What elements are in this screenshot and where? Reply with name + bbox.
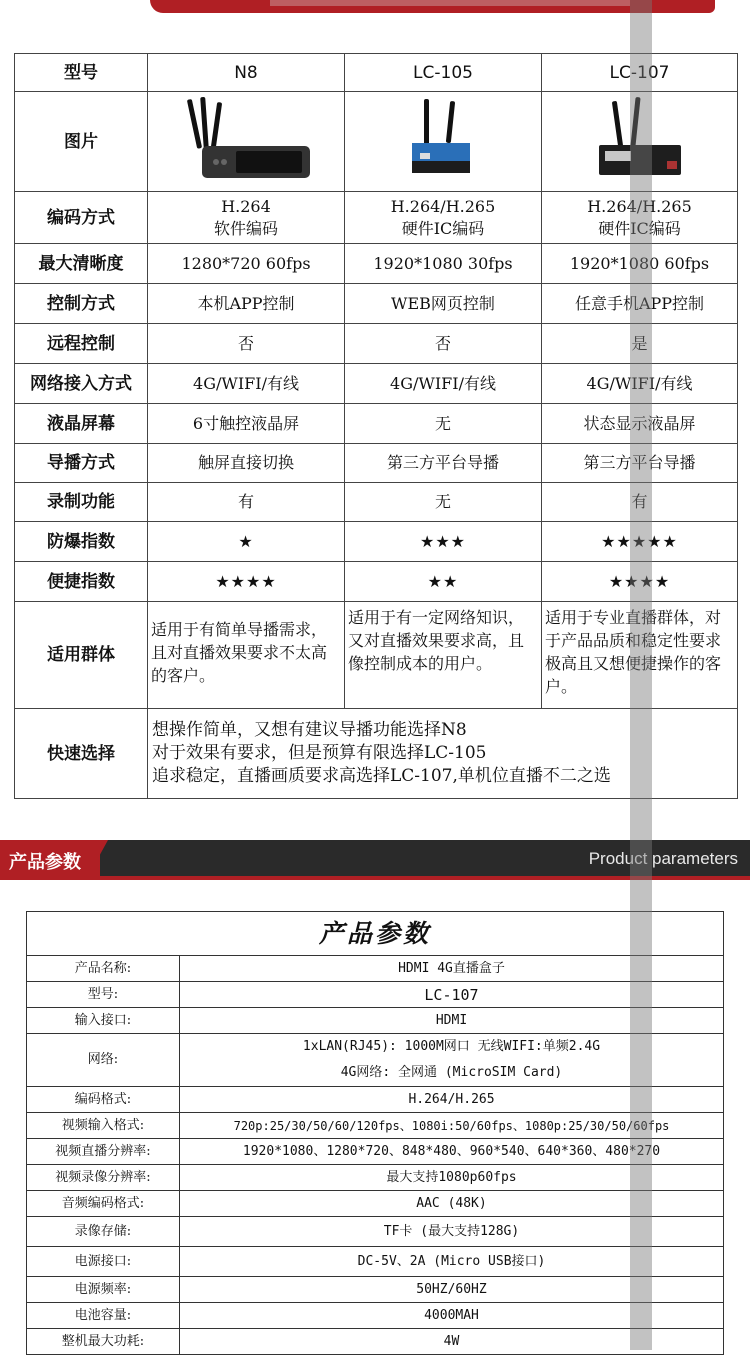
cell: 本机APP控制 <box>148 284 345 324</box>
spec-key: 视频输入格式: <box>27 1113 180 1139</box>
spec-value: 最大支持1080p60fps <box>180 1165 724 1191</box>
cell: 第三方平台导播 <box>542 444 738 483</box>
product-image-lc105 <box>345 92 542 192</box>
cell: 6寸触控液晶屏 <box>148 404 345 444</box>
cell: H.264/H.265 硬件IC编码 <box>345 192 542 244</box>
model-lc107: LC-107 <box>542 54 738 92</box>
spec-key: 编码格式: <box>27 1087 180 1113</box>
row-label: 适用群体 <box>15 602 148 709</box>
spec-value: 1920*1080、1280*720、848*480、960*540、640*360、480*270 <box>180 1139 724 1165</box>
spec-value: H.264/H.265 <box>180 1087 724 1113</box>
spec-value: LC-107 <box>180 982 724 1008</box>
spec-key: 音频编码格式: <box>27 1191 180 1217</box>
spec-row <box>27 1113 723 1139</box>
params-title: 产品参数 <box>27 912 723 956</box>
quick-line: 想操作简单，又想有建议导播功能选择N8 <box>152 720 467 740</box>
cell: 否 <box>345 324 542 364</box>
spec-key: 电池容量: <box>27 1303 180 1329</box>
spec-key: 电源接口: <box>27 1247 180 1277</box>
spec-key: 网络: <box>27 1034 180 1087</box>
spec-row <box>27 1247 723 1277</box>
spec-value: HDMI <box>180 1008 724 1034</box>
spec-value: 1xLAN(RJ45): 1000M网口 无线WIFI:单频2.4G 4G网络: 全网通 (MicroSIM Card) <box>180 1034 724 1087</box>
audience-n8: 适用于有简单导播需求，且对直播效果要求不太高的客户。 <box>148 602 345 709</box>
quick-line: 追求稳定，直播画质要求高选择LC-107,单机位直播不二之选 <box>152 766 611 786</box>
spec-row <box>27 956 723 982</box>
cell: 1920*1080 30fps <box>345 244 542 284</box>
row-label: 编码方式 <box>15 192 148 244</box>
cell: 有 <box>148 483 345 522</box>
params-table <box>26 911 724 1355</box>
cell: 4G/WIFI/有线 <box>542 364 738 404</box>
spec-key: 产品名称: <box>27 956 180 982</box>
section-title-en: Product parameters <box>588 849 738 868</box>
rating-stars: ★★ <box>345 562 542 602</box>
spec-key: 视频直播分辨率: <box>27 1139 180 1165</box>
cell: 否 <box>148 324 345 364</box>
watermark-strip <box>630 0 652 1350</box>
row-label: 便捷指数 <box>15 562 148 602</box>
spec-row <box>27 1191 723 1217</box>
rating-stars: ★★★ <box>345 522 542 562</box>
cell: 无 <box>345 483 542 522</box>
spec-key: 视频录像分辨率: <box>27 1165 180 1191</box>
spec-row <box>27 1303 723 1329</box>
cell: WEB网页控制 <box>345 284 542 324</box>
product-image-n8 <box>148 92 345 192</box>
spec-value: AAC (48K) <box>180 1191 724 1217</box>
spec-row <box>27 1139 723 1165</box>
spec-value: 720p:25/30/50/60/120fps、1080i:50/60fps、1080p:25/30/50/60fps <box>180 1113 724 1139</box>
row-label: 快速选择 <box>15 709 148 799</box>
spec-value: 4W <box>443 1333 460 1349</box>
quick-line: 对于效果有要求，但是预算有限选择LC-105 <box>152 743 487 763</box>
row-label: 最大清晰度 <box>15 244 148 284</box>
audience-lc105: 适用于有一定网络知识，又对直播效果要求高，且像控制成本的用户。 <box>345 602 542 709</box>
cell: 4G/WIFI/有线 <box>148 364 345 404</box>
spec-row <box>27 1165 723 1191</box>
row-label: 导播方式 <box>15 444 148 483</box>
row-label: 液晶屏幕 <box>15 404 148 444</box>
spec-row <box>27 982 723 1008</box>
model-n8: N8 <box>148 54 345 92</box>
row-label: 远程控制 <box>15 324 148 364</box>
cell: 第三方平台导播 <box>345 444 542 483</box>
spec-key: 录像存储: <box>27 1217 180 1247</box>
row-label: 防爆指数 <box>15 522 148 562</box>
cell: 1280*720 60fps <box>148 244 345 284</box>
spec-row <box>27 1329 723 1355</box>
row-label: 网络接入方式 <box>15 364 148 404</box>
cell: 4G/WIFI/有线 <box>345 364 542 404</box>
cell: H.264 软件编码 <box>148 192 345 244</box>
rating-stars: ★ <box>148 522 345 562</box>
cell: 状态显示液晶屏 <box>542 404 738 444</box>
spec-value: TF卡 (最大支持128G) <box>180 1217 724 1247</box>
model-lc105: LC-105 <box>345 54 542 92</box>
cell: H.264/H.265 硬件IC编码 <box>542 192 738 244</box>
row-label: 控制方式 <box>15 284 148 324</box>
rating-stars: ★★★★ <box>148 562 345 602</box>
spec-table <box>27 956 723 1354</box>
spec-key: 电源频率: <box>27 1277 180 1303</box>
rating-stars: ★★★★★ <box>542 522 738 562</box>
spec-row <box>27 1008 723 1034</box>
cell: 是 <box>542 324 738 364</box>
rating-stars: ★★★★ <box>542 562 738 602</box>
row-label: 录制功能 <box>15 483 148 522</box>
audience-lc107: 适用于专业直播群体，对于产品品质和稳定性要求极高且又想便捷操作的客户。 <box>542 602 738 709</box>
spec-row <box>27 1087 723 1113</box>
cell: 无 <box>345 404 542 444</box>
spec-key: 输入接口: <box>27 1008 180 1034</box>
spec-row <box>27 1217 723 1247</box>
image-row-label: 图片 <box>15 92 148 192</box>
spec-key: 型号: <box>27 982 180 1008</box>
spec-row <box>27 1277 723 1303</box>
spec-value: 50HZ/60HZ <box>180 1277 724 1303</box>
section-title-cn: 产品参数 <box>9 852 81 873</box>
cell: 任意手机APP控制 <box>542 284 738 324</box>
spec-key: 整机最大功耗: <box>27 1329 180 1355</box>
cell: 触屏直接切换 <box>148 444 345 483</box>
spec-value: DC-5V、2A (Micro USB接口) <box>180 1247 724 1277</box>
cell: 1920*1080 60fps <box>542 244 738 284</box>
cell: 有 <box>542 483 738 522</box>
spec-row <box>27 1034 723 1087</box>
header-label: 型号 <box>15 54 148 92</box>
spec-value: 4000MAH <box>180 1303 724 1329</box>
spec-value: HDMI 4G直播盒子 <box>180 956 724 982</box>
